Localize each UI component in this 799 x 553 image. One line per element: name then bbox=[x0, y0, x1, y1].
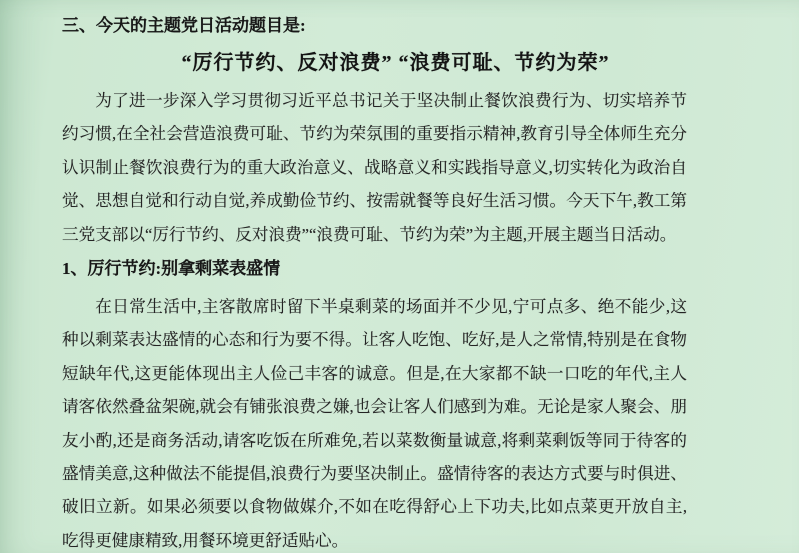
body-paragraph: 在日常生活中,主客散席时留下半桌剩菜的场面并不少见,宁可点多、绝不能少,这种以剩菜表达盛情的心态和行为要不得。让客人吃饱、吃好,是人之常情,特别是在食物短缺年代,这更能体现出主人俭己丰客的诚意。但是,在大家都不缺一口吃的年代,主人请客依然叠盆架碗,就会有铺张浪费之嫌,也会让客人们感到为难。无论是家人聚会、朋友小酌,还是商务活动,请客吃饭在所难免,若以菜数衡量诚意,将剩菜剩饭等同于待客的盛情美意,这种做法不能提倡,浪费行为要坚决制止。盛情待客的表达方式要与时俱进、破旧立新。如果必须要以食物做媒介,不如在吃得舒心上下功夫,比如点菜更开放自主,吃得更健康精致,用餐环境更舒适贴心。 bbox=[62, 297, 687, 550]
intro-paragraph: 为了进一步深入学习贯彻习近平总书记关于坚决制止餐饮浪费行为、切实培养节约习惯,在全社会营造浪费可耻、节约为荣氛围的重要指示精神,教育引导全体师生充分认识制止餐饮浪费行为的重大政治意义、战略意义和实践指导意义,切实转化为政治自觉、思想自觉和行动自觉,养成勤俭节约、按需就餐等良好生活习惯。今天下午,教工第三党支部以“厉行节约、反对浪费”“浪费可耻、节约为荣”为主题,开展主题当日活动。 bbox=[62, 91, 687, 244]
subsection-heading: 1、厉行节约:别拿剩菜表盛情 bbox=[62, 259, 281, 279]
document-content bbox=[62, 13, 687, 553]
section-heading: 三、今天的主题党日活动题目是: bbox=[62, 16, 306, 35]
activity-title: “厉行节约、反对浪费” “浪费可耻、节约为荣” bbox=[181, 52, 610, 74]
